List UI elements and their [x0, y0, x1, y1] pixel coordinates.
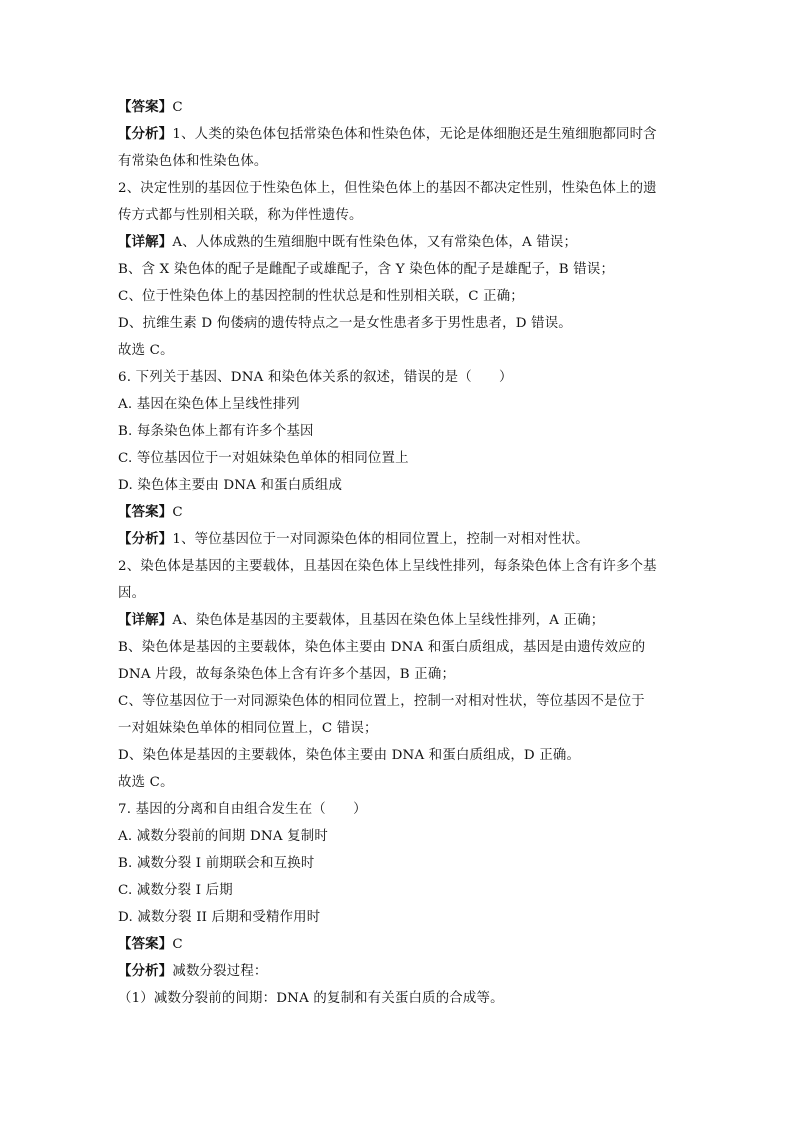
line-text: A. 基因在染色体上呈线性排列: [118, 397, 300, 412]
line-text: 7. 基因的分离和自由组合发生在（ ）: [118, 802, 367, 817]
line-text: 一对姐妹染色单体的相同位置上，C 错误；: [118, 721, 378, 736]
text-line: [118, 175, 678, 202]
line-text: D、抗维生素 D 佝偻病的遗传特点之一是女性患者多于男性患者，D 错误。: [118, 316, 572, 331]
text-line: [118, 580, 678, 607]
text-line: [118, 121, 678, 148]
text-line: [118, 823, 678, 850]
text-line: [118, 148, 678, 175]
line-text: 故选 C。: [118, 775, 174, 790]
section-tag: 【详解】: [118, 612, 173, 628]
line-text: B. 减数分裂 I 前期联会和互换时: [118, 856, 315, 871]
text-line: [118, 310, 678, 337]
text-line: [118, 904, 678, 931]
line-text: 6. 下列关于基因、DNA 和染色体关系的叙述，错误的是（ ）: [118, 370, 513, 385]
line-text: D、染色体是基因的主要载体，染色体主要由 DNA 和蛋白质组成，D 正确。: [118, 748, 581, 763]
document-page: [118, 94, 678, 1012]
text-line: [118, 877, 678, 904]
section-tag: 【答案】: [118, 504, 173, 520]
line-text: 传方式都与性别相关联，称为伴性遗传。: [118, 208, 363, 223]
section-tag: 【分析】: [118, 126, 173, 142]
text-line: [118, 202, 678, 229]
line-text: 1、等位基因位于一对同源染色体的相同位置上，控制一对相对性状。: [172, 532, 589, 547]
line-text: A、人体成熟的生殖细胞中既有性染色体，又有常染色体，A 错误；: [172, 235, 578, 250]
line-text: 因。: [118, 586, 146, 601]
line-text: 有常染色体和性染色体。: [118, 154, 268, 169]
text-line: [118, 364, 678, 391]
line-text: 故选 C。: [118, 343, 174, 358]
line-text: C. 减数分裂 I 后期: [118, 883, 233, 898]
text-line: [118, 472, 678, 499]
section-tag: 【答案】: [118, 936, 173, 952]
text-line: [118, 526, 678, 553]
text-line: [118, 283, 678, 310]
line-text: C: [172, 937, 183, 952]
line-text: B、染色体是基因的主要载体，染色体主要由 DNA 和蛋白质组成，基因是由遗传效应的: [118, 640, 646, 655]
section-tag: 【分析】: [118, 531, 173, 547]
text-line: [118, 499, 678, 526]
text-line: [118, 607, 678, 634]
line-text: C: [172, 505, 183, 520]
line-text: C、等位基因位于一对同源染色体的相同位置上，控制一对相对性状，等位基因不是位于: [118, 694, 645, 709]
text-line: [118, 985, 678, 1012]
section-tag: 【答案】: [118, 99, 173, 115]
line-text: C. 等位基因位于一对姐妹染色单体的相同位置上: [118, 451, 409, 466]
line-text: 2、决定性别的基因位于性染色体上，但性染色体上的基因不都决定性别，性染色体上的遗: [118, 181, 657, 196]
text-line: [118, 850, 678, 877]
line-text: （1）减数分裂前的间期：DNA 的复制和有关蛋白质的合成等。: [118, 991, 504, 1006]
text-line: [118, 688, 678, 715]
line-text: C、位于性染色体上的基因控制的性状总是和性别相关联，C 正确；: [118, 289, 524, 304]
text-line: [118, 796, 678, 823]
text-line: [118, 229, 678, 256]
text-line: [118, 445, 678, 472]
text-line: [118, 634, 678, 661]
text-line: [118, 94, 678, 121]
text-line: [118, 769, 678, 796]
text-line: [118, 958, 678, 985]
section-tag: 【分析】: [118, 963, 173, 979]
text-line: [118, 337, 678, 364]
line-text: A. 减数分裂前的间期 DNA 复制时: [118, 829, 328, 844]
line-text: DNA 片段，故每条染色体上含有许多个基因，B 正确；: [118, 667, 456, 682]
line-text: B. 每条染色体上都有许多个基因: [118, 424, 314, 439]
text-line: [118, 553, 678, 580]
line-text: 2、染色体是基因的主要载体，且基因在染色体上呈线性排列，每条染色体上含有许多个基: [118, 559, 657, 574]
text-line: [118, 391, 678, 418]
line-text: D. 减数分裂 II 后期和受精作用时: [118, 910, 321, 925]
text-line: [118, 418, 678, 445]
section-tag: 【详解】: [118, 234, 173, 250]
line-text: C: [172, 100, 183, 115]
text-line: [118, 715, 678, 742]
text-line: [118, 931, 678, 958]
line-text: B、含 X 染色体的配子是雌配子或雄配子，含 Y 染色体的配子是雄配子，B 错误；: [118, 262, 615, 277]
text-line: [118, 661, 678, 688]
line-text: A、染色体是基因的主要载体，且基因在染色体上呈线性排列，A 正确；: [172, 613, 605, 628]
line-text: D. 染色体主要由 DNA 和蛋白质组成: [118, 478, 343, 493]
line-text: 减数分裂过程：: [172, 964, 268, 979]
text-line: [118, 256, 678, 283]
text-line: [118, 742, 678, 769]
line-text: 1、人类的染色体包括常染色体和性染色体，无论是体细胞还是生殖细胞都同时含: [172, 127, 657, 142]
